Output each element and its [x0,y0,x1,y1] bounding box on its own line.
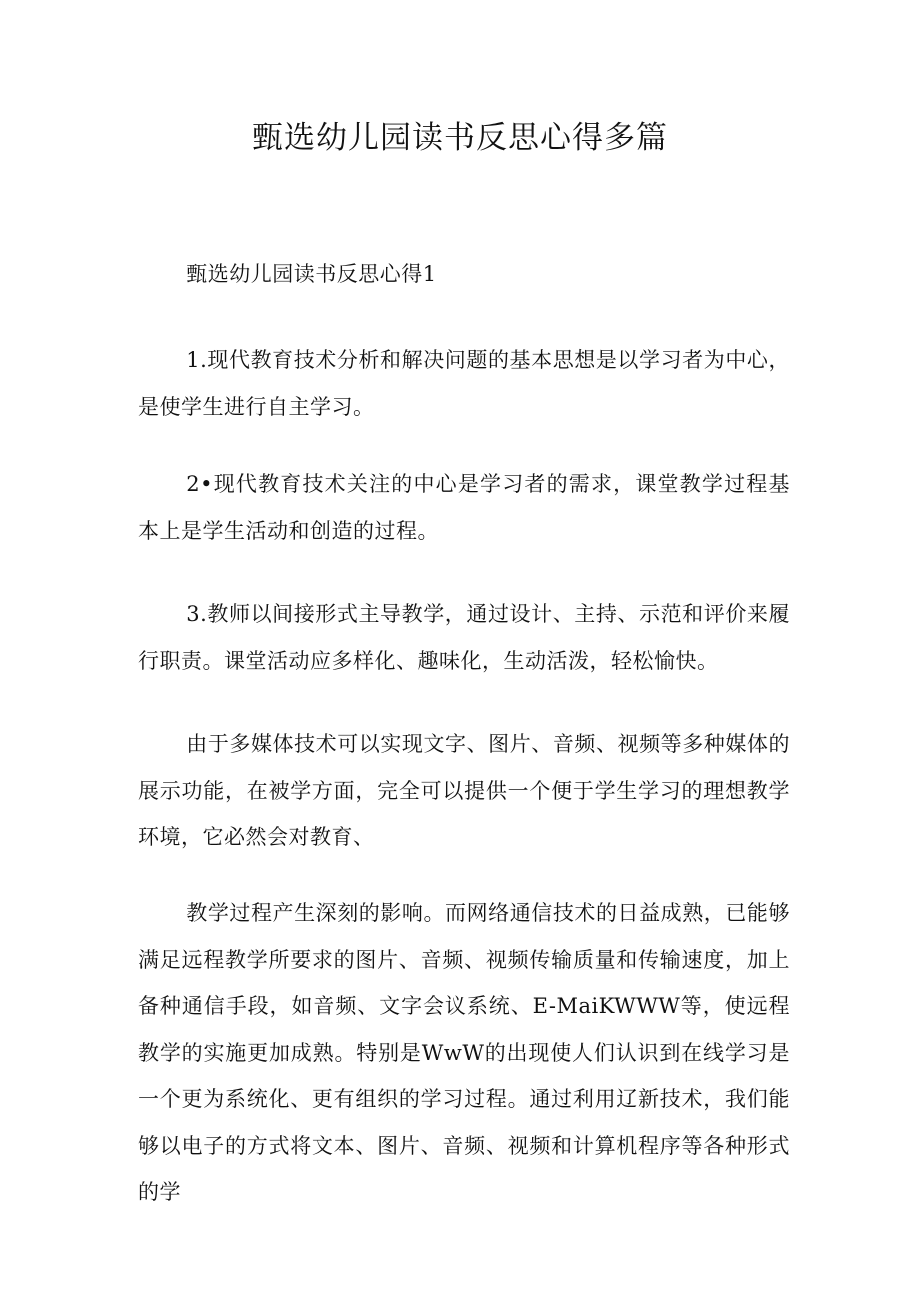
paragraph-1: 1.现代教育技术分析和解决问题的基本思想是以学习者为中心，是使学生进行自主学习。 [138,348,790,419]
section-subtitle: 甄选幼儿园读书反思心得1 [186,262,437,286]
paragraph-2: 2•现代教育技术关注的中心是学习者的需求，课堂教学过程基本上是学生活动和创造的过程。 [138,472,790,543]
paragraph-5: 教学过程产生深刻的影响。而网络通信技术的日益成熟，已能够满足远程教学所要求的图片、音频、视频传输质量和传输速度，加上备种通信手段，如音频、文字会议系统、E-MaiKWWW等，使远程教学的实施更加成熟。特别是WwW的出现使人们认识到在线学习是一个更为系统化、更有组织的学习过程。通过利用辽新技术，我们能够以电子的方式将文本、图片、音频、视频和计算机程序等各种形式的学 [138,901,790,1204]
paragraph-4: 由于多媒体技术可以实现文字、图片、音频、视频等多种媒体的展示功能，在被学方面，完全可以提供一个便于学生学习的理想教学环境，它必然会对教育、 [138,732,790,849]
document-title: 甄选幼儿园读书反思心得多篇 [252,120,668,156]
paragraph-3: 3.教师以间接形式主导教学，通过设计、主持、示范和评价来履行职责。课堂活动应多样化、趣味化，生动活泼，轻松愉快。 [138,602,790,673]
